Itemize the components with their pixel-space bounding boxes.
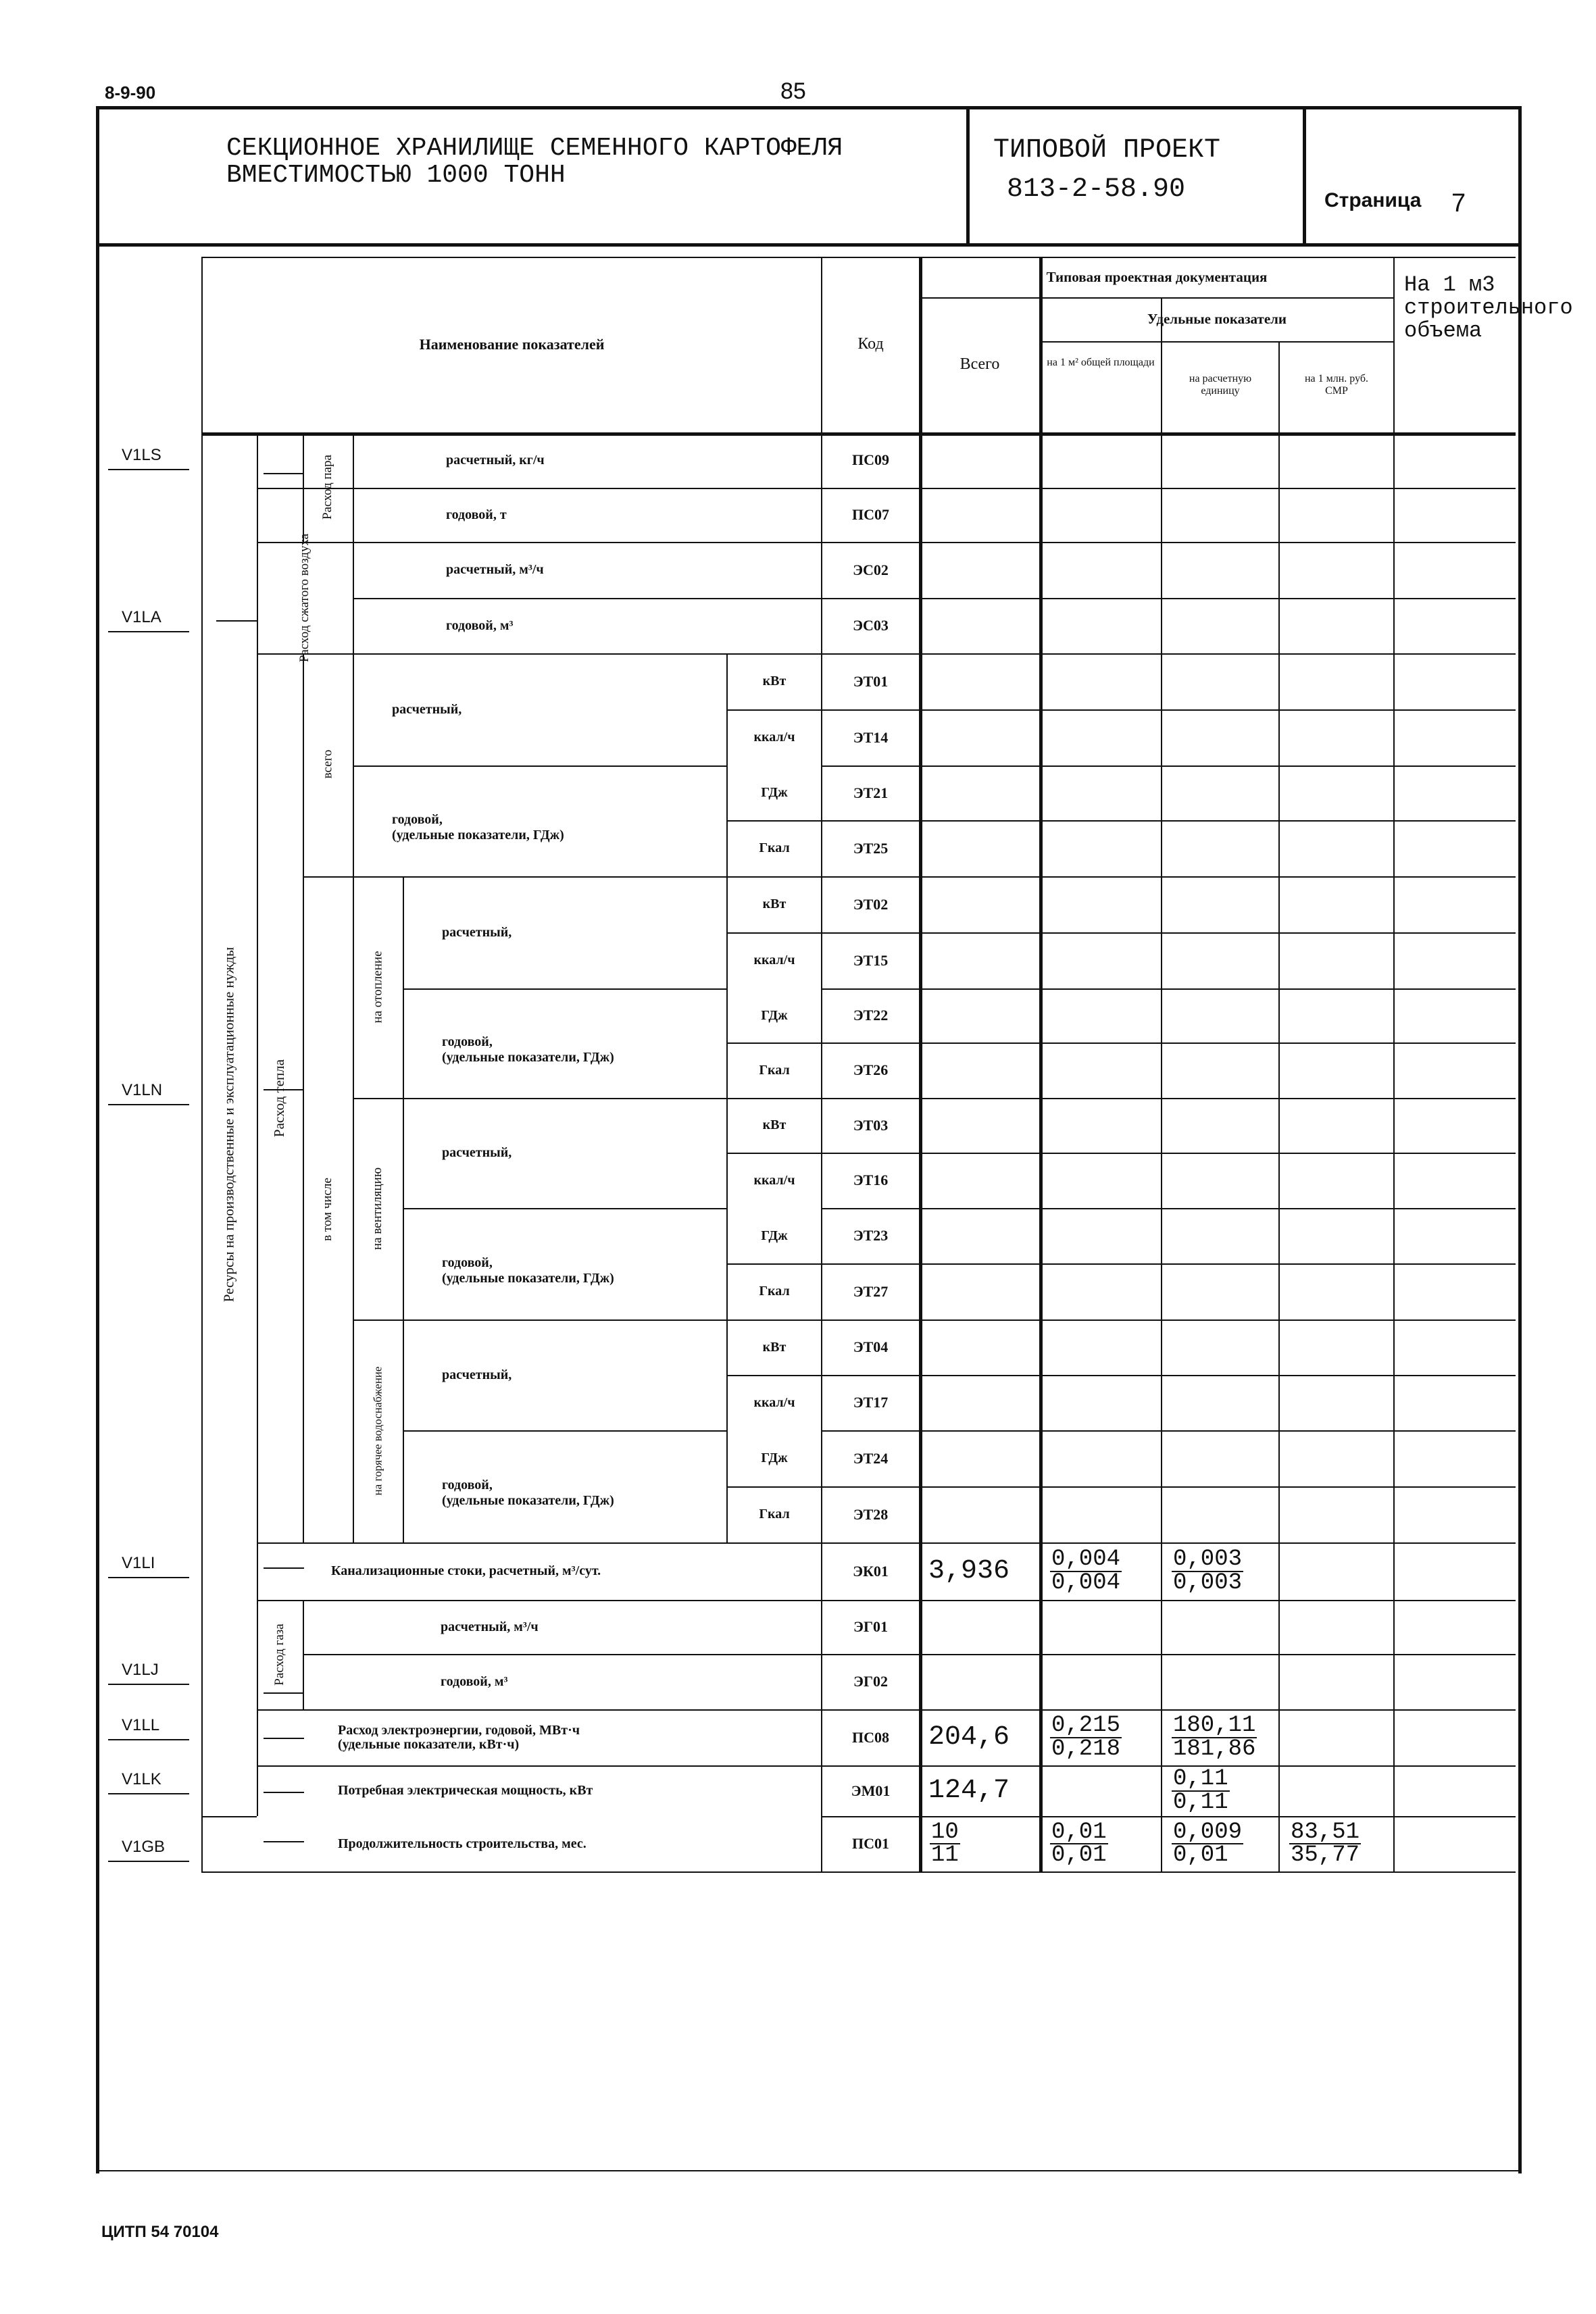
left-code: V1LA [122,608,161,626]
header-per-million: на 1 млн. руб. СМР [1304,372,1369,397]
value-em01-unit-denominator: 0,11 [1173,1789,1228,1815]
header-specific: Удельные показатели [1147,311,1287,328]
label-duration: Продолжительность строительства, мес. [338,1836,587,1851]
row-code-et15: ЭТ15 [853,951,889,969]
row-code-es02: ЭС02 [853,561,889,578]
group-label-heat-total: всего [320,749,334,779]
sheet-number: 7 [1451,189,1466,218]
title-line-2: ВМЕСТИМОСТЬЮ 1000 ТОНН [226,161,566,190]
row-code-et17: ЭТ17 [853,1394,889,1411]
unit-label: кВт [762,674,787,688]
unit-label: ккал/ч [753,953,795,967]
row-code-et16: ЭТ16 [853,1172,889,1189]
label-year-l2: (удельные показатели, ГДж) [442,1270,614,1286]
footer-code: ЦИТП 54 70104 [101,2223,219,2241]
unit-label: Гкал [759,840,790,855]
label-calc: расчетный, [442,924,512,940]
unit-label: кВт [762,1117,787,1132]
value-em01-unit-numerator: 0,11 [1173,1766,1228,1792]
value-ek01-unit-denominator: 0,003 [1173,1569,1243,1596]
label-electricity-l2: (удельные показатели, кВт·ч) [338,1736,520,1752]
group-label-hot-water: на горячее водоснабжение [371,1366,384,1496]
label-sewage: Канализационные стоки, расчетный, м³/сут. [331,1563,601,1578]
value-ps01-million-numerator: 83,51 [1291,1819,1360,1845]
value-ps01-unit-denominator: 0,01 [1173,1842,1228,1868]
row-code-em01: ЭМ01 [851,1782,891,1799]
value-ps01-total [920,1816,1039,1871]
unit-label: ккал/ч [753,1394,795,1410]
unit-label: ккал/ч [753,730,795,745]
row-code-et28: ЭТ28 [853,1505,889,1523]
unit-label: ккал/ч [753,1172,795,1188]
document-title [226,135,843,189]
label-year [408,1430,721,1542]
label-steam-year: годовой, т [446,507,507,522]
label-electricity-l1: Расход электроэнергии, годовой, МВт·ч [338,1722,580,1738]
label-calc: расчетный, [392,701,462,717]
value-ps08-unit-numerator: 180,11 [1173,1713,1256,1739]
row-code-et27: ЭТ27 [853,1282,889,1300]
row-code-ek01: ЭК01 [853,1562,889,1580]
page-number: 85 [780,78,806,104]
row-code-eg01: ЭГ01 [853,1618,888,1636]
sheet-label: Страница [1324,189,1422,211]
value-ek01-unit [1162,1542,1278,1600]
value-ps01-unit-numerator: 0,009 [1173,1819,1243,1845]
row-code-eg02: ЭГ02 [853,1673,888,1690]
header-per-area: на 1 м² общей площади [1047,356,1155,368]
value-ps01-area-denominator: 0,01 [1051,1842,1107,1868]
value-ps01-unit [1162,1816,1278,1871]
value-ek01-unit-numerator: 0,003 [1173,1546,1243,1573]
row-code-ps07: ПС07 [852,506,889,524]
row-code-ps08: ПС08 [852,1728,889,1746]
unit-label: кВт [762,1339,787,1355]
label-year-l2: (удельные показатели, ГДж) [442,1493,614,1508]
unit-label: ГДж [761,1451,788,1465]
group-label-compressed-air: Расход сжатого воздуха [297,533,311,662]
left-code: V1LS [122,446,161,464]
label-year-l1: годовой, [442,1478,493,1492]
header-typical-doc: Типовая проектная документация [1046,268,1268,285]
label-year-l2: (удельные показатели, ГДж) [392,828,564,842]
left-code: V1LL [122,1716,160,1734]
value-ek01-area [1041,1542,1161,1600]
value-ek01-area-denominator: 0,004 [1051,1569,1121,1596]
header-per-unit: на расчетную единицу [1189,372,1252,397]
label-year-l1: годовой, [392,812,443,827]
left-code: V1LJ [122,1661,159,1679]
group-label-including: в том числе [320,1178,335,1241]
group-label-ventilation: на вентиляцию [370,1167,385,1251]
value-ps01-area-numerator: 0,01 [1051,1819,1107,1845]
row-code-et01: ЭТ01 [853,672,889,690]
left-code: V1GB [122,1838,166,1856]
row-code-et23: ЭТ23 [853,1227,889,1244]
corner-code: 8-9-90 [105,82,156,103]
group-label-heat: Расход тепла [271,1059,288,1137]
value-ps01-total-numerator: 10 [931,1819,959,1845]
left-code: V1LK [122,1770,161,1788]
group-label-heating: на отопление [370,951,385,1024]
label-year-l1: годовой, [442,1034,493,1049]
unit-label: ГДж [761,1007,788,1023]
label-year [358,765,721,876]
unit-label: кВт [762,897,787,911]
value-em01-unit [1162,1765,1278,1816]
value-ps01-total-denominator: 11 [931,1842,959,1868]
row-code-es03: ЭС03 [853,617,889,634]
label-steam-calc: расчетный, кг/ч [446,452,545,468]
unit-label: ГДж [761,785,788,800]
value-ps08-area [1041,1709,1161,1765]
unit-label: Гкал [759,1284,790,1299]
label-year-l2: (удельные показатели, ГДж) [442,1050,614,1065]
unit-label: ГДж [761,1228,788,1243]
value-ps01-million [1280,1816,1393,1871]
label-year [408,1208,721,1319]
header-name: Наименование показателей [419,336,605,353]
value-ps01-million-denominator: 35,77 [1291,1842,1360,1868]
title-line-1: СЕКЦИОННОЕ ХРАНИЛИЩЕ СЕМЕННОГО КАРТОФЕЛЯ [226,134,843,163]
group-label-steam: Расход пара [320,455,334,520]
project-label: ТИПОВОЙ ПРОЕКТ [993,135,1221,166]
group-label-resources: Ресурсы на производственные и эксплуатационные нужды [220,947,237,1302]
row-code-ps09: ПС09 [852,451,889,469]
label-electricity [264,1709,818,1765]
row-code-et21: ЭТ21 [853,784,889,801]
value-ps08-area-numerator: 0,215 [1051,1713,1121,1739]
unit-label: Гкал [759,1507,790,1521]
value-ps08-area-denominator: 0,218 [1051,1736,1121,1762]
row-code-et03: ЭТ03 [853,1116,889,1134]
row-code-et14: ЭТ14 [853,728,889,746]
row-code-et22: ЭТ22 [853,1007,889,1024]
project-number: 813-2-58.90 [1007,174,1186,205]
left-code: V1LN [122,1081,163,1099]
label-power: Потребная электрическая мощность, кВт [338,1783,593,1798]
label-gas-year: годовой, м³ [441,1674,508,1689]
label-calc: расчетный, [442,1145,512,1160]
value-ek01-area-numerator: 0,004 [1051,1546,1121,1573]
unit-label: Гкал [759,1062,790,1078]
value-ps08-unit [1162,1709,1278,1765]
header-total: Всего [959,355,1000,374]
left-code: V1LI [122,1554,155,1572]
header-per-volume: На 1 м3 строительного объема [1404,272,1573,343]
row-code-et26: ЭТ26 [853,1061,889,1079]
label-calc: расчетный, [442,1367,512,1382]
row-code-et24: ЭТ24 [853,1449,889,1467]
value-ps08-total: 204,6 [928,1721,1010,1753]
row-code-ps01: ПС01 [852,1835,889,1853]
value-em01-total: 124,7 [928,1775,1010,1806]
value-ps01-area [1041,1816,1161,1871]
label-gas-calc: расчетный, м³/ч [441,1619,539,1634]
row-code-et04: ЭТ04 [853,1338,889,1356]
header-code: Код [857,335,884,353]
value-ps08-unit-denominator: 181,86 [1173,1736,1256,1762]
row-code-et02: ЭТ02 [853,895,889,913]
label-air-calc: расчетный, м³/ч [446,562,544,577]
row-code-et25: ЭТ25 [853,839,889,857]
label-air-year: годовой, м³ [446,618,514,633]
label-year [408,988,721,1098]
label-year-l1: годовой, [442,1255,493,1270]
group-label-gas: Расход газа [272,1624,286,1686]
value-ek01-total: 3,936 [928,1555,1010,1586]
